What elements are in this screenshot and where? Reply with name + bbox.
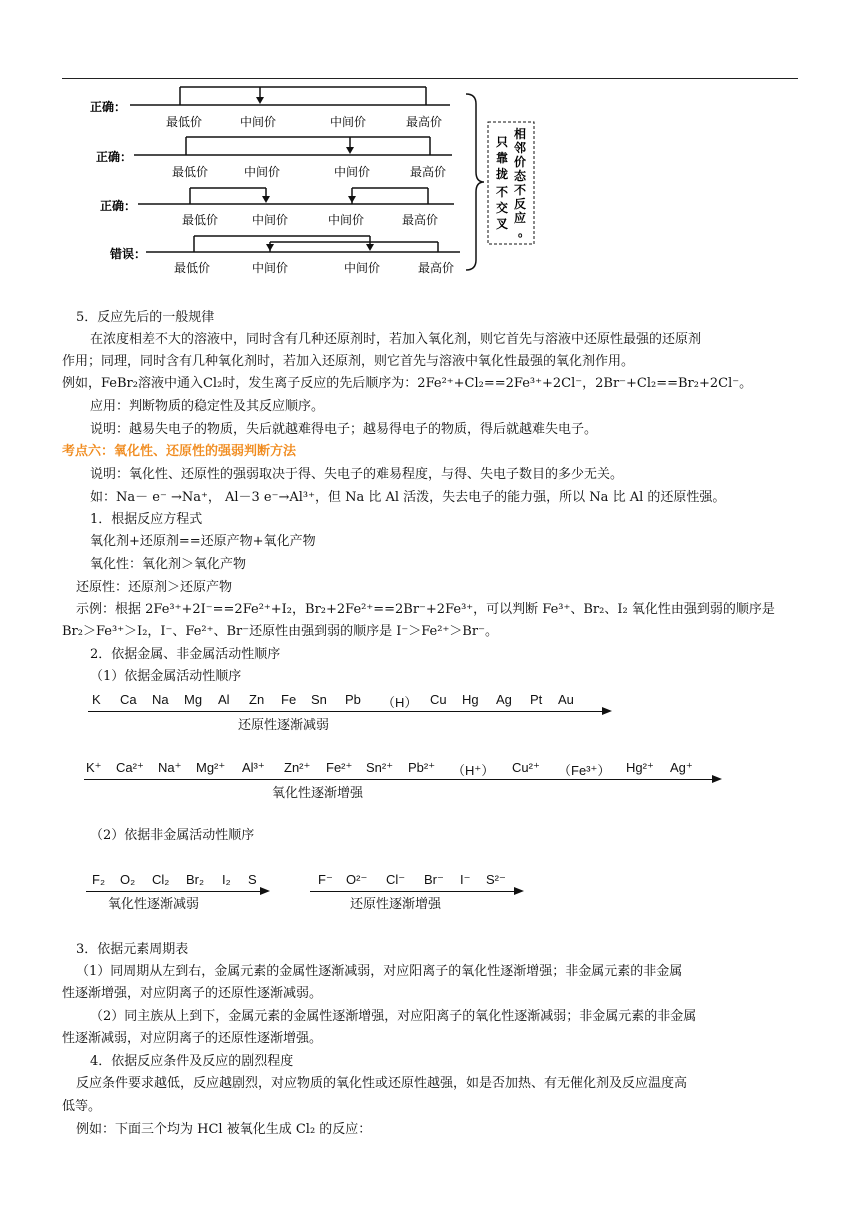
note-char: 只 xyxy=(496,135,509,149)
anion: I⁻ xyxy=(460,872,471,887)
brace xyxy=(466,94,484,270)
nonmetal-arrow xyxy=(86,891,262,892)
verdict-label: 错误： xyxy=(110,247,147,261)
metal: Al xyxy=(218,692,230,707)
anion-caption: 还原性逐渐增强 xyxy=(350,897,442,912)
anion: F⁻ xyxy=(318,872,333,887)
ion: （Fe³⁺） xyxy=(558,763,611,778)
nonmetal: I₂ xyxy=(222,872,231,887)
ion: Pb²⁺ xyxy=(408,760,436,775)
metal-arrow xyxy=(88,711,604,712)
anion: Br⁻ xyxy=(424,872,444,887)
metal: Au xyxy=(558,692,574,707)
ion: Sn²⁺ xyxy=(366,760,394,775)
section5-para-line2: 作用；同理，同时含有几种氧化剂时，若加入还原剂，则它首先与溶液中氧化性最强的氧化剂作用。 xyxy=(62,354,635,369)
label-middle: 中间价 xyxy=(244,165,281,179)
label-highest: 最高价 xyxy=(402,213,439,227)
nonmetal: O₂ xyxy=(120,872,136,887)
label-middle: 中间价 xyxy=(252,213,289,227)
note-char: 邻 xyxy=(514,141,527,155)
method3-title: 3．依据元素周期表 xyxy=(76,942,189,957)
note-char: 叉 xyxy=(496,217,509,231)
method1-sample-line2: Br₂＞Fe³⁺＞I₂，I⁻、Fe²⁺、Br⁻还原性由强到弱的顺序是 I⁻＞Fe²⁺＞Br⁻。 xyxy=(62,624,498,639)
verdict-label: 正确： xyxy=(96,150,133,164)
anion-arrow xyxy=(310,891,516,892)
method3-p1-line2: 性逐渐增强，对应阴离子的还原性逐渐减弱。 xyxy=(62,986,323,1001)
ion: Cu²⁺ xyxy=(512,760,540,775)
metal-caption: 还原性逐渐减弱 xyxy=(238,718,330,733)
method4-para-line2: 低等。 xyxy=(62,1099,102,1114)
ion: Zn²⁺ xyxy=(284,760,311,775)
header-rule xyxy=(62,78,798,79)
anion: Cl⁻ xyxy=(386,872,406,887)
label-lowest: 最低价 xyxy=(166,115,203,129)
topic6-heading: 考点六：氧化性、还原性的强弱判断方法 xyxy=(62,444,297,459)
label-middle: 中间价 xyxy=(252,261,289,275)
anion: O²⁻ xyxy=(346,872,368,887)
label-highest: 最高价 xyxy=(410,165,447,179)
ion: Na⁺ xyxy=(158,760,182,775)
topic6-example: 如：Na－ e⁻ →Na⁺， Al－3 e⁻→Al³⁺，但 Na 比 Al 活泼，失去电子的能力强，所以 Na 比 Al 的还原性强。 xyxy=(90,490,726,505)
note-char: 拢 xyxy=(496,167,509,181)
method3-p1-line1: （1）同周期从左到右，金属元素的金属性逐渐减弱，对应阳离子的氧化性逐渐增强；非金属元素的非金属 xyxy=(76,964,683,979)
metal: Ca xyxy=(120,692,137,707)
metal: Zn xyxy=(249,692,265,707)
metal: Ag xyxy=(496,692,512,707)
ion: Al³⁺ xyxy=(242,760,265,775)
method1-reducing: 还原性：还原剂＞还原产物 xyxy=(76,580,233,595)
section5-title: 5．反应先后的一般规律 xyxy=(76,310,215,325)
method1-title: 1．根据反应方程式 xyxy=(90,512,203,527)
note-char: 态 xyxy=(514,169,527,183)
label-highest: 最高价 xyxy=(406,115,443,129)
ion: Mg²⁺ xyxy=(196,760,226,775)
nonmetal: Br₂ xyxy=(186,872,205,887)
verdict-label: 正确： xyxy=(90,100,127,114)
ion: （H⁺） xyxy=(452,763,495,778)
label-lowest: 最低价 xyxy=(172,165,209,179)
metal-arrow-head xyxy=(602,707,612,715)
label-middle: 中间价 xyxy=(240,115,277,129)
note-char: 。 xyxy=(518,225,531,239)
method4-para-line1: 反应条件要求越低，反应越剧烈，对应物质的氧化性或还原性越强，如是否加热、有无催化剂及反应温度高 xyxy=(76,1076,688,1091)
method2-title: 2．依据金属、非金属活动性顺序 xyxy=(90,647,281,662)
label-lowest: 最低价 xyxy=(174,261,211,275)
metal: K xyxy=(92,692,101,707)
note-char: 不 xyxy=(496,185,509,199)
method4-title: 4．依据反应条件及反应的剧烈程度 xyxy=(90,1054,294,1069)
nonmetal: F₂ xyxy=(92,872,105,887)
method1-equation: 氧化剂+还原剂==还原产物+氧化产物 xyxy=(90,534,316,549)
method4-example: 例如：下面三个均为 HCl 被氧化生成 Cl₂ 的反应： xyxy=(76,1122,372,1137)
metal: Na xyxy=(152,692,169,707)
anion: S²⁻ xyxy=(486,872,506,887)
method1-oxidizing: 氧化性：氧化剂＞氧化产物 xyxy=(90,557,247,572)
label-middle: 中间价 xyxy=(344,261,381,275)
note-char: 应 xyxy=(514,211,527,225)
metal: Cu xyxy=(430,692,447,707)
label-middle: 中间价 xyxy=(328,213,365,227)
nonmetal-arrow-head xyxy=(260,887,270,895)
section5-application: 应用：判断物质的稳定性及其反应顺序。 xyxy=(90,399,325,414)
metal: （H） xyxy=(382,695,418,710)
note-char: 交 xyxy=(496,201,509,215)
label-lowest: 最低价 xyxy=(182,213,219,227)
section5-example: 例如，FeBr₂溶液中通入Cl₂时，发生离子反应的先后顺序为：2Fe²⁺+Cl₂==2Fe³⁺+2Cl⁻，2Br⁻+Cl₂==Br₂+2Cl⁻。 xyxy=(62,376,753,391)
note-text xyxy=(496,126,530,239)
section5-para-line1: 在浓度相差不大的溶液中，同时含有几种还原剂时，若加入氧化剂，则它首先与溶液中还原性最强的还原剂 xyxy=(90,332,702,347)
ion-arrow-head xyxy=(712,775,722,783)
method2-sub1: （1）依据金属活动性顺序 xyxy=(90,669,242,684)
nonmetal: S xyxy=(248,872,257,887)
method2-sub2: （2）依据非金属活动性顺序 xyxy=(90,828,255,843)
ion: Ag⁺ xyxy=(670,760,693,775)
note-char: 反 xyxy=(514,197,527,211)
label-middle: 中间价 xyxy=(334,165,371,179)
metal: Hg xyxy=(462,692,479,707)
ion: Ca²⁺ xyxy=(116,760,144,775)
valence-diagram xyxy=(90,84,550,280)
note-char: 靠 xyxy=(496,151,509,165)
ion: K⁺ xyxy=(86,760,102,775)
note-char: 不 xyxy=(514,183,527,197)
metal: Pb xyxy=(345,692,361,707)
method1-sample-line1: 示例：根据 2Fe³⁺+2I⁻==2Fe²⁺+I₂，Br₂+2Fe²⁺==2Br⁻+2Fe³⁺，可以判断 Fe³⁺、Br₂、I₂ 氧化性由强到弱的顺序是 xyxy=(76,602,775,617)
ion-arrow xyxy=(84,779,714,780)
label-highest: 最高价 xyxy=(418,261,455,275)
ion-caption: 氧化性逐渐增强 xyxy=(272,786,364,801)
label-middle: 中间价 xyxy=(330,115,367,129)
anion-arrow-head xyxy=(514,887,524,895)
ion: Hg²⁺ xyxy=(626,760,654,775)
metal: Pt xyxy=(530,692,543,707)
metal: Fe xyxy=(281,692,297,707)
section5-explanation: 说明：越易失电子的物质，失后就越难得电子；越易得电子的物质，得后就越难失电子。 xyxy=(90,422,598,437)
nonmetal-caption: 氧化性逐渐减弱 xyxy=(108,897,200,912)
method3-p2-line2: 性逐渐减弱，对应阴离子的还原性逐渐增强。 xyxy=(62,1031,323,1046)
nonmetal: Cl₂ xyxy=(152,872,170,887)
topic6-note: 说明：氧化性、还原性的强弱取决于得、失电子的难易程度，与得、失电子数目的多少无关。 xyxy=(90,467,624,482)
note-char: 相 xyxy=(514,127,527,141)
ion: Fe²⁺ xyxy=(326,760,353,775)
note-char: 价 xyxy=(514,155,527,169)
verdict-label: 正确： xyxy=(100,199,137,213)
method3-p2-line1: （2）同主族从上到下，金属元素的金属性逐渐增强，对应阳离子的氧化性逐渐减弱；非金属元素的非金属 xyxy=(90,1009,697,1024)
metal: Sn xyxy=(311,692,327,707)
metal: Mg xyxy=(184,692,203,707)
